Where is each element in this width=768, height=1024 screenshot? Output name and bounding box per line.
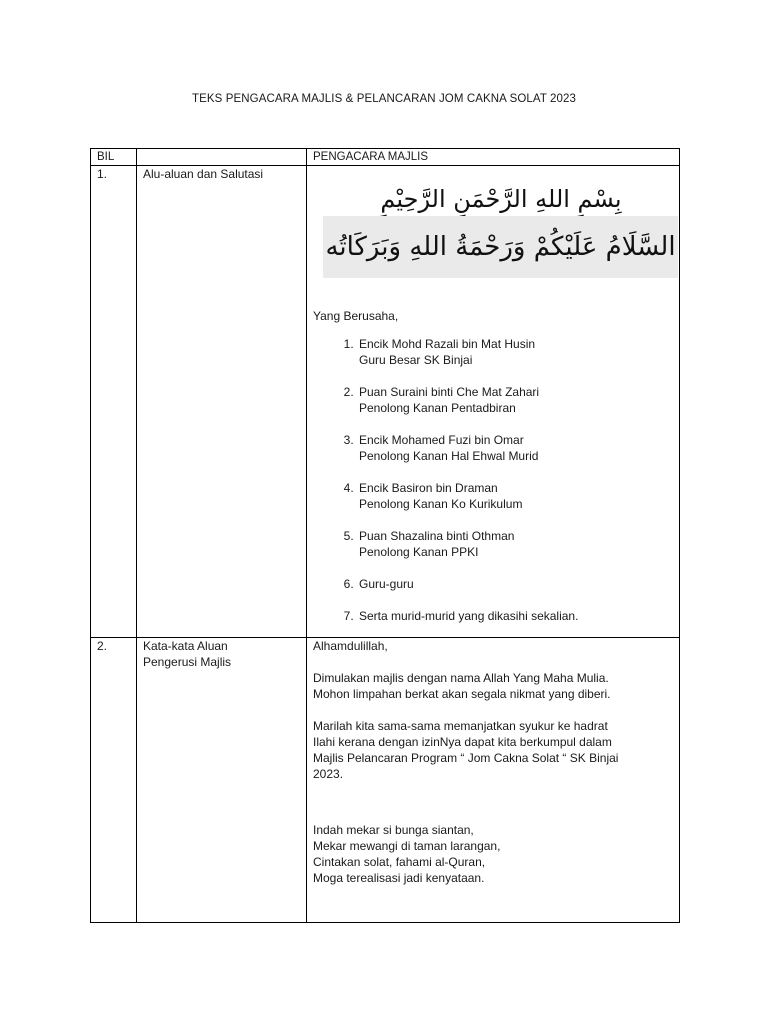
list-item — [357, 608, 673, 624]
text-line: Ilahi kerana dengan izinNya dapat kita berkumpul dalam — [313, 735, 612, 749]
guest-name: 6. Guru-guru — [359, 577, 414, 591]
guest-role: Penolong Kanan PPKI — [359, 545, 479, 559]
list-item — [357, 432, 673, 464]
table-row — [91, 638, 680, 923]
guest-list — [313, 336, 673, 624]
text-line: Majlis Pelancaran Program “ Jom Cakna Solat “ SK Binjai — [313, 751, 619, 765]
text-line: 2023. — [313, 767, 344, 781]
guest-name: 2. Puan Suraini binti Che Mat Zahari — [359, 385, 540, 399]
table-header-row — [91, 149, 680, 166]
text-line: Marilah kita sama-sama memanjatkan syukur ke hadrat — [313, 719, 608, 733]
list-item — [357, 480, 673, 512]
guest-role: Penolong Kanan Ko Kurikulum — [359, 497, 523, 511]
row-item-line: Pengerusi Majlis — [143, 655, 232, 669]
row-number: 1. — [91, 166, 137, 638]
text-line: Dimulakan majlis dengan nama Allah Yang Maha Mulia. — [313, 671, 609, 685]
salam-calligraphy: السَّلَامُ عَلَيْكُمْ وَرَحْمَةُ اللهِ وَبَرَكَاتُه — [323, 216, 678, 278]
header-bil: BIL — [91, 149, 137, 166]
row-item: Alu-aluan dan Salutasi — [137, 166, 307, 638]
guest-role: Penolong Kanan Hal Ehwal Murid — [359, 449, 539, 463]
pantun — [313, 822, 673, 886]
guest-role: Penolong Kanan Pentadbiran — [359, 401, 516, 415]
guest-name: 7. Serta murid-murid yang dikasihi sekalian. — [359, 609, 579, 623]
pantun-line: Moga terealisasi jadi kenyataan. — [313, 871, 485, 885]
list-item — [357, 336, 673, 368]
row-item — [137, 638, 307, 923]
header-pengacara: PENGACARA MAJLIS — [307, 149, 680, 166]
list-item — [357, 576, 673, 592]
pantun-line: Mekar mewangi di taman larangan, — [313, 839, 501, 853]
text-line: Mohon limpahan berkat akan segala nikmat yang diberi. — [313, 687, 611, 701]
list-item — [357, 528, 673, 560]
guest-name: 3. Encik Mohamed Fuzi bin Omar — [359, 433, 524, 447]
opening-line: Alhamdulillah, — [313, 639, 388, 653]
greeting-text: Yang Berusaha, — [313, 309, 399, 323]
list-item — [357, 384, 673, 416]
row-item-line: Kata-kata Aluan — [143, 639, 228, 653]
script-table — [90, 148, 680, 923]
table-row — [91, 166, 680, 638]
arabic-images — [313, 166, 676, 286]
paragraph-1 — [313, 670, 673, 702]
row-content — [307, 166, 680, 638]
guest-name: 4. Encik Basiron bin Draman — [359, 481, 498, 495]
header-item — [137, 149, 307, 166]
guest-name: 5. Puan Shazalina binti Othman — [359, 529, 515, 543]
guest-role: Guru Besar SK Binjai — [359, 353, 473, 367]
basmalah-calligraphy: بِسْمِ اللهِ الرَّحْمَنِ الرَّحِيْمِ — [380, 185, 622, 213]
row-number: 2. — [91, 638, 137, 923]
pantun-line: Indah mekar si bunga siantan, — [313, 823, 474, 837]
paragraph-2 — [313, 718, 673, 782]
guest-name: 1. Encik Mohd Razali bin Mat Husin — [359, 337, 536, 351]
document-title: TEKS PENGACARA MAJLIS & PELANCARAN JOM CAKNA SOLAT 2023 — [191, 93, 577, 105]
pantun-line: Cintakan solat, fahami al-Quran, — [313, 855, 486, 869]
row-content — [307, 638, 680, 923]
